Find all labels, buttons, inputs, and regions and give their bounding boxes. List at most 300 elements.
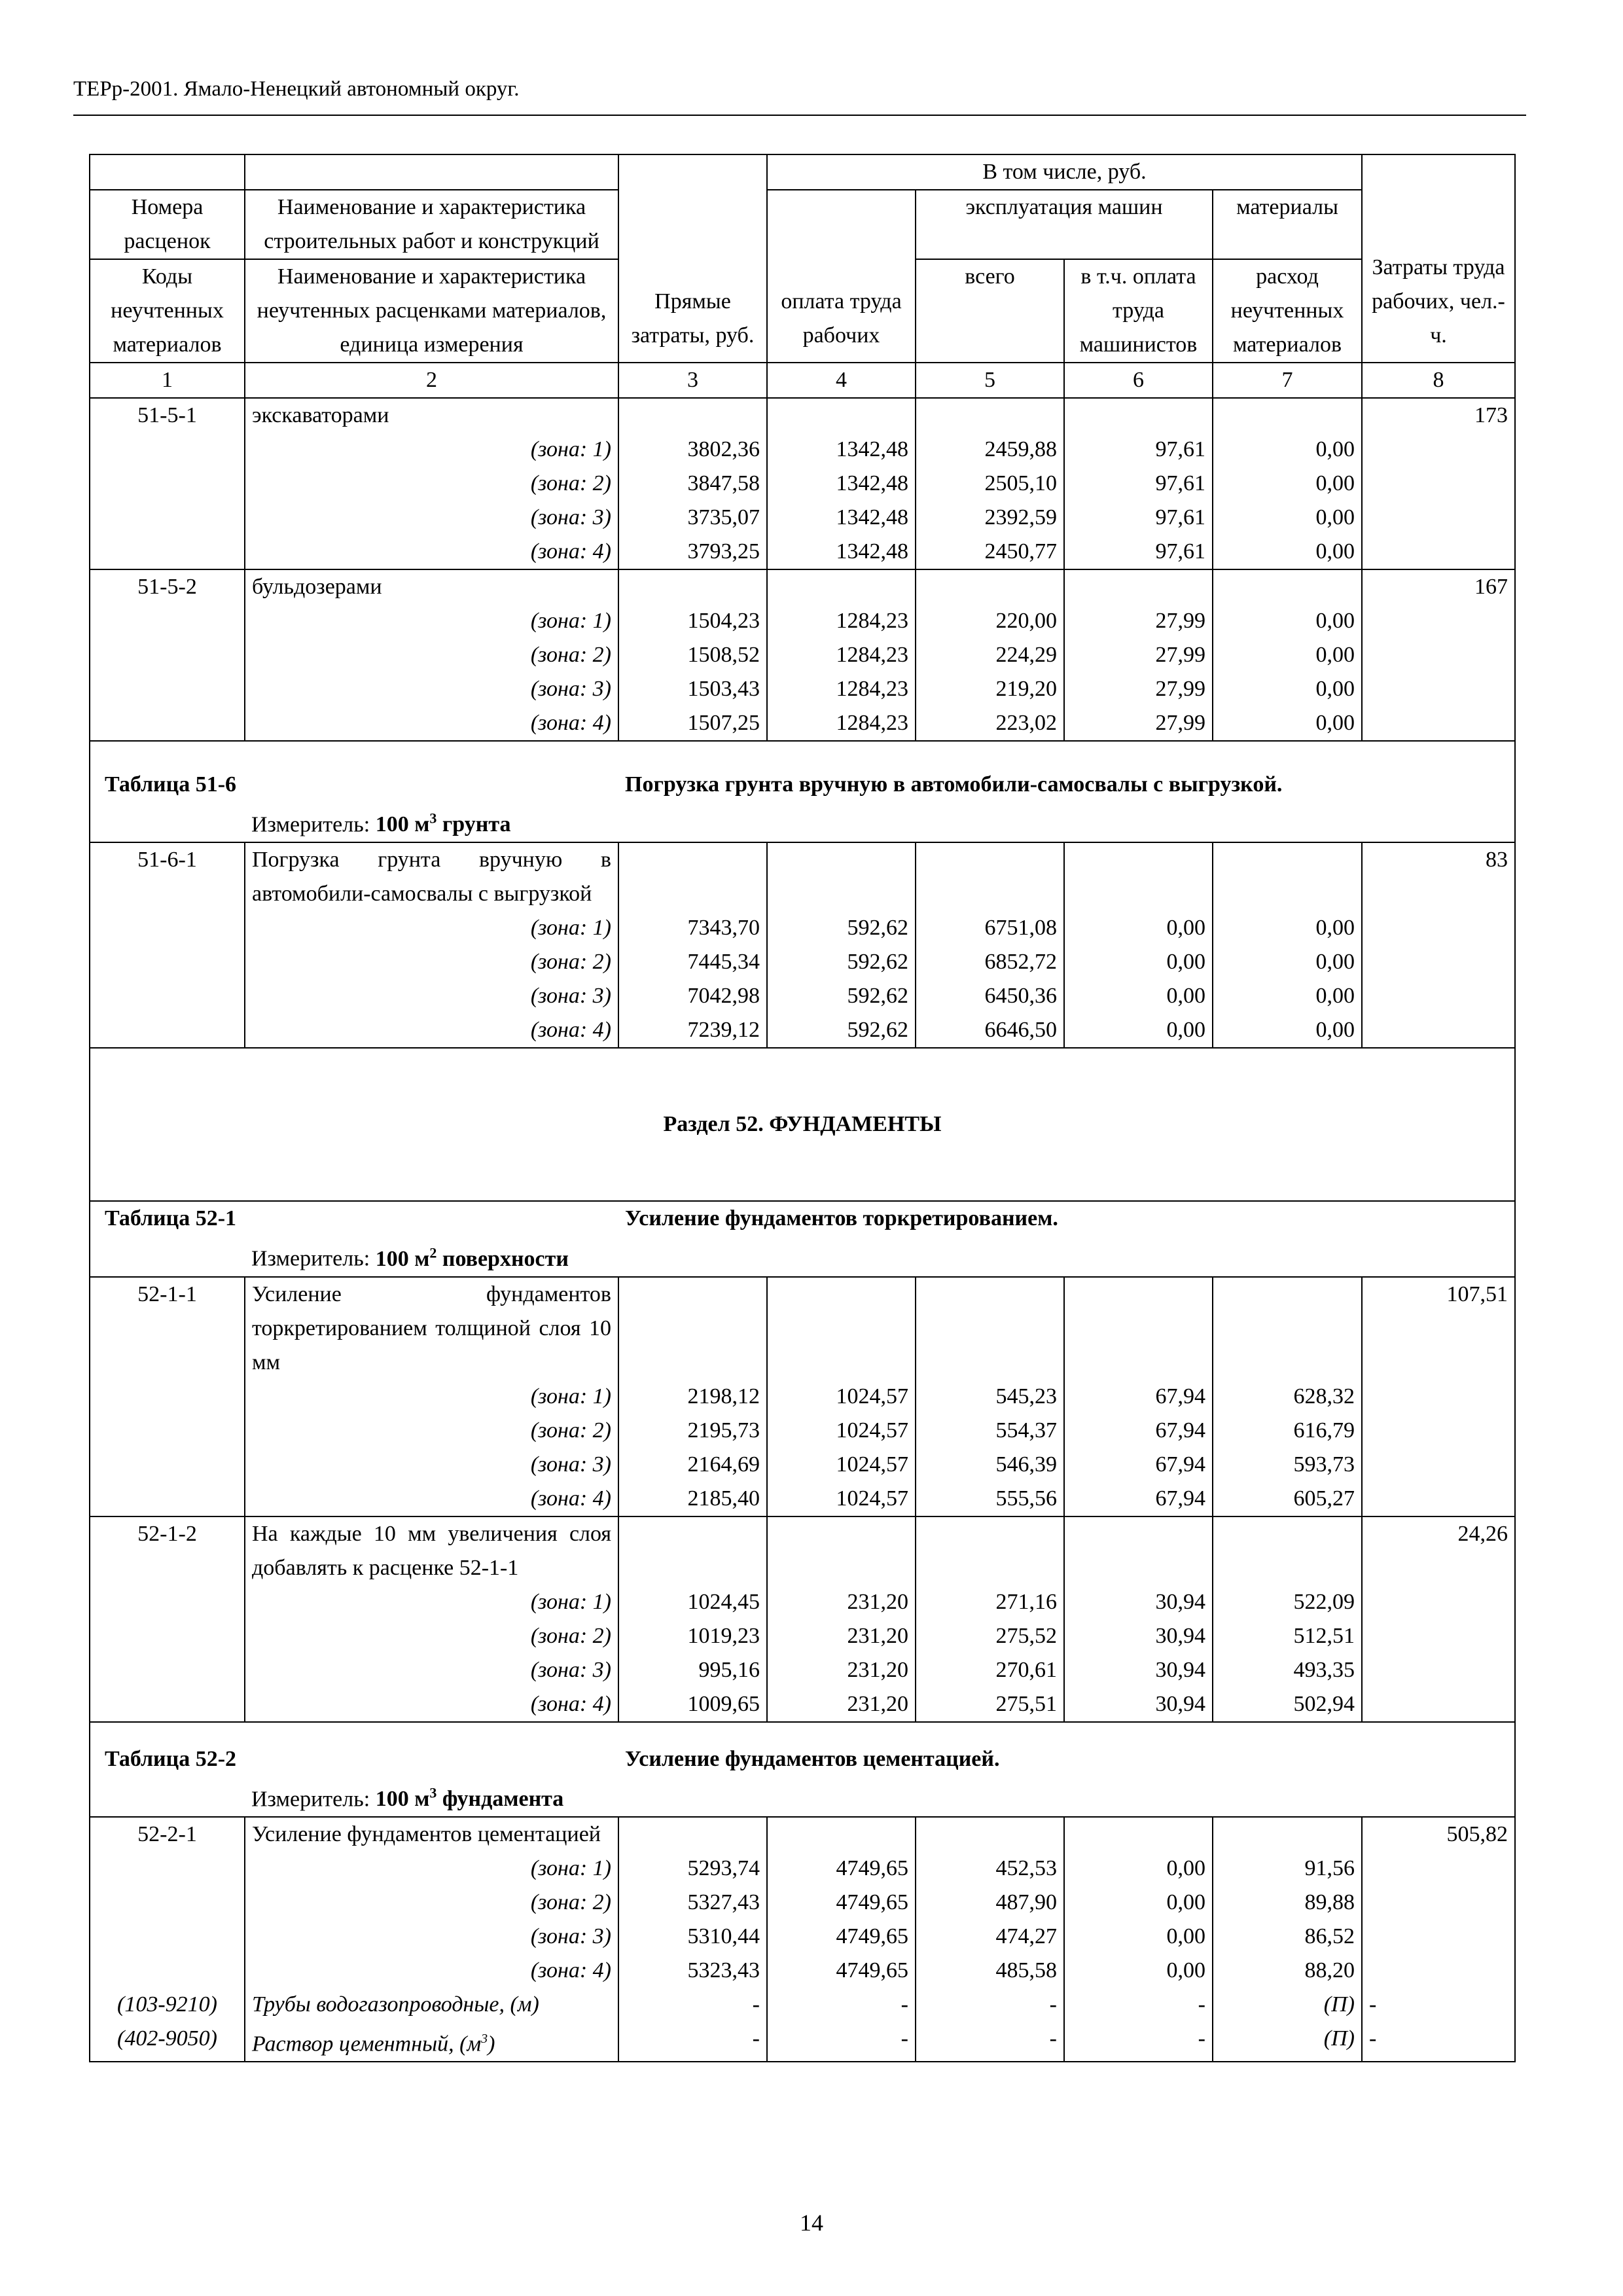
empty-cell (90, 1585, 245, 1619)
zone-value: 4749,65 (767, 1852, 916, 1886)
column-number: 5 (916, 363, 1064, 398)
labor-value: 167 (1362, 569, 1515, 604)
table-title-row (90, 741, 1515, 802)
zone-value: 2450,77 (916, 535, 1064, 569)
rates-table (89, 154, 1516, 2062)
zone-value: 275,51 (916, 1687, 1064, 1722)
zone-row (90, 1013, 1515, 1048)
empty-cell (90, 535, 245, 569)
zone-value: 592,62 (767, 979, 916, 1013)
zone-value: 1024,57 (767, 1380, 916, 1414)
material-value: (П) (1213, 1988, 1362, 2022)
empty-cell (90, 467, 245, 501)
labor-value: 24,26 (1362, 1516, 1515, 1585)
column-number: 1 (90, 363, 245, 398)
zone-row (90, 501, 1515, 535)
table-title-row (90, 1201, 1515, 1236)
zone-value: 593,73 (1213, 1448, 1362, 1482)
work-name: На каждые 10 мм увеличения слоя добавлять к расценке 52-1-1 (245, 1516, 618, 1585)
empty-cell (90, 501, 245, 535)
zone-value: 1024,57 (767, 1414, 916, 1448)
empty-cell (90, 1653, 245, 1687)
zone-value: 30,94 (1064, 1653, 1213, 1687)
zone-value: 224,29 (916, 638, 1064, 672)
zone-value: 628,32 (1213, 1380, 1362, 1414)
zone-value: 231,20 (767, 1619, 916, 1653)
zone-value: 4749,65 (767, 1886, 916, 1920)
material-value: - (767, 2022, 916, 2062)
empty-cell (1362, 1414, 1515, 1448)
zone-value: 485,58 (916, 1954, 1064, 1988)
zone-label: (зона: 4) (245, 706, 618, 741)
zone-value: 592,62 (767, 911, 916, 945)
zone-value: 88,20 (1213, 1954, 1362, 1988)
zone-value: 91,56 (1213, 1852, 1362, 1886)
rate-code: 52-1-2 (90, 1516, 245, 1585)
zone-label: (зона: 3) (245, 1920, 618, 1954)
header-materials-name: Наименование и характеристика неучтенных расценками материалов, единица измерения (245, 259, 618, 363)
measure-subject: грунта (437, 812, 511, 837)
work-name: экскаваторами (245, 398, 618, 433)
zone-value: 0,00 (1213, 535, 1362, 569)
empty-cell (618, 1817, 767, 1852)
empty-cell (90, 1414, 245, 1448)
zone-label: (зона: 4) (245, 1687, 618, 1722)
zone-value: 5310,44 (618, 1920, 767, 1954)
zone-value: 0,00 (1213, 1013, 1362, 1048)
material-name-text: Раствор цементный, (м (252, 2032, 482, 2056)
zone-value: 0,00 (1064, 1886, 1213, 1920)
table-label: Таблица 52-1 (90, 1201, 618, 1236)
measure-unit-power: 2 (429, 1244, 437, 1261)
empty-cell (916, 842, 1064, 911)
labor-value: 107,51 (1362, 1277, 1515, 1380)
zone-value: 97,61 (1064, 535, 1213, 569)
zone-value: 1284,23 (767, 638, 916, 672)
column-number: 8 (1362, 363, 1515, 398)
empty-cell (90, 604, 245, 638)
empty-cell (618, 842, 767, 911)
zone-value: 474,27 (916, 1920, 1064, 1954)
zone-row (90, 604, 1515, 638)
zone-value: 2459,88 (916, 433, 1064, 467)
zone-row (90, 1619, 1515, 1653)
zone-row (90, 911, 1515, 945)
header-works-name: Наименование и характеристика строительных работ и конструкций (245, 190, 618, 259)
zone-value: 995,16 (618, 1653, 767, 1687)
work-item-row (90, 842, 1515, 911)
empty-cell (90, 802, 245, 842)
zone-row (90, 672, 1515, 706)
zone-value: 616,79 (1213, 1414, 1362, 1448)
zone-value: 3735,07 (618, 501, 767, 535)
work-name: Погрузка грунта вручную в автомобили-самосвалы с выгрузкой (245, 842, 618, 911)
zone-value: 3847,58 (618, 467, 767, 501)
material-value: - (1064, 2022, 1213, 2062)
material-value: - (618, 1988, 767, 2022)
zone-value: 2185,40 (618, 1482, 767, 1516)
empty-cell (916, 1817, 1064, 1852)
measure-unit-power: 3 (429, 810, 437, 827)
zone-value: 512,51 (1213, 1619, 1362, 1653)
zone-row (90, 1585, 1515, 1619)
header-rate-numbers: Номера расценок (90, 190, 245, 259)
rate-code: 52-2-1 (90, 1817, 245, 1852)
material-name-text: Трубы водогазопроводные, (м) (252, 1992, 539, 2017)
zone-value: 67,94 (1064, 1448, 1213, 1482)
empty-cell (1362, 1886, 1515, 1920)
zone-label: (зона: 1) (245, 1585, 618, 1619)
zone-value: 1284,23 (767, 604, 916, 638)
zone-value: 1342,48 (767, 433, 916, 467)
zone-value: 4749,65 (767, 1954, 916, 1988)
empty-cell (90, 1236, 245, 1276)
header-machines-total: всего (916, 259, 1064, 363)
empty-cell (90, 1886, 245, 1920)
empty-cell (90, 638, 245, 672)
zone-row (90, 1380, 1515, 1414)
zone-value: 30,94 (1064, 1687, 1213, 1722)
work-name: бульдозерами (245, 569, 618, 604)
column-numbers-row (90, 363, 1515, 398)
empty-cell (916, 1516, 1064, 1585)
empty-cell (1362, 535, 1515, 569)
page-number: 14 (800, 2210, 823, 2236)
zone-value: 271,16 (916, 1585, 1064, 1619)
zone-label: (зона: 2) (245, 1619, 618, 1653)
empty-cell (618, 398, 767, 433)
empty-cell (618, 569, 767, 604)
empty-cell (90, 1852, 245, 1886)
labor-value: 505,82 (1362, 1817, 1515, 1852)
zone-value: 2195,73 (618, 1414, 767, 1448)
measure-unit-value: 100 м (375, 812, 430, 837)
zone-value: 223,02 (916, 706, 1064, 741)
zone-label: (зона: 3) (245, 501, 618, 535)
zone-label: (зона: 1) (245, 604, 618, 638)
empty-cell (1362, 1954, 1515, 1988)
zone-value: 97,61 (1064, 501, 1213, 535)
zone-value: 220,00 (916, 604, 1064, 638)
work-item-row (90, 1817, 1515, 1852)
zone-value: 1503,43 (618, 672, 767, 706)
zone-row (90, 1920, 1515, 1954)
table-label: Таблица 51-6 (90, 741, 618, 802)
zone-value: 1009,65 (618, 1687, 767, 1722)
rate-code: 51-6-1 (90, 842, 245, 911)
zone-value: 7343,70 (618, 911, 767, 945)
empty-cell (618, 1516, 767, 1585)
empty-cell (1362, 945, 1515, 979)
empty-cell (1213, 1817, 1362, 1852)
zone-value: 97,61 (1064, 433, 1213, 467)
empty-cell (767, 398, 916, 433)
zone-value: 231,20 (767, 1585, 916, 1619)
empty-cell (90, 1619, 245, 1653)
zone-value: 1342,48 (767, 535, 916, 569)
header-blank (90, 154, 245, 190)
zone-value: 1019,23 (618, 1619, 767, 1653)
empty-cell (618, 1277, 767, 1380)
zone-value: 0,00 (1064, 1954, 1213, 1988)
zone-value: 30,94 (1064, 1619, 1213, 1653)
zone-value: 6450,36 (916, 979, 1064, 1013)
zone-value: 502,94 (1213, 1687, 1362, 1722)
empty-cell (1362, 1619, 1515, 1653)
zone-value: 219,20 (916, 672, 1064, 706)
zone-label: (зона: 4) (245, 1482, 618, 1516)
work-item-row (90, 1516, 1515, 1585)
zone-value: 0,00 (1213, 501, 1362, 535)
material-value: - (916, 2022, 1064, 2062)
empty-cell (767, 1516, 916, 1585)
zone-value: 0,00 (1213, 706, 1362, 741)
measure-unit-value: 100 м (375, 1246, 430, 1271)
empty-cell (90, 1448, 245, 1482)
zone-value: 546,39 (916, 1448, 1064, 1482)
material-name (245, 2022, 618, 2062)
empty-cell (90, 1013, 245, 1048)
measure-prefix: Измеритель: (251, 812, 376, 837)
empty-cell (1362, 1653, 1515, 1687)
zone-value: 5323,43 (618, 1954, 767, 1988)
empty-cell (1213, 569, 1362, 604)
material-labor: - (1362, 1988, 1515, 2022)
empty-cell (1064, 842, 1213, 911)
zone-label: (зона: 3) (245, 979, 618, 1013)
empty-cell (90, 1776, 245, 1817)
empty-cell (1362, 1920, 1515, 1954)
zone-label: (зона: 4) (245, 1954, 618, 1988)
measure-row (90, 1776, 1515, 1817)
zone-value: 452,53 (916, 1852, 1064, 1886)
zone-value: 1024,57 (767, 1448, 916, 1482)
empty-cell (767, 569, 916, 604)
empty-cell (1362, 604, 1515, 638)
zone-value: 487,90 (916, 1886, 1064, 1920)
zone-value: 0,00 (1213, 604, 1362, 638)
labor-value: 173 (1362, 398, 1515, 433)
zone-value: 27,99 (1064, 706, 1213, 741)
table-header-row (90, 190, 1515, 259)
measure-subject: фундамента (437, 1786, 564, 1811)
zone-label: (зона: 2) (245, 945, 618, 979)
table-title: Погрузка грунта вручную в автомобили-самосвалы с выгрузкой. (618, 741, 1515, 802)
zone-value: 0,00 (1213, 467, 1362, 501)
measure-prefix: Измеритель: (251, 1246, 376, 1271)
zone-value: 554,37 (916, 1414, 1064, 1448)
zone-row (90, 1852, 1515, 1886)
zone-row (90, 1482, 1515, 1516)
table-title: Усиление фундаментов торкретированием. (618, 1201, 1515, 1236)
zone-value: 0,00 (1064, 979, 1213, 1013)
zone-label: (зона: 3) (245, 672, 618, 706)
rate-code: 52-1-1 (90, 1277, 245, 1380)
empty-cell (1362, 433, 1515, 467)
zone-row (90, 979, 1515, 1013)
zone-value: 0,00 (1064, 1920, 1213, 1954)
zone-value: 67,94 (1064, 1482, 1213, 1516)
material-value: - (767, 1988, 916, 2022)
zone-value: 5327,43 (618, 1886, 767, 1920)
header-blank (245, 154, 618, 190)
zone-value: 555,56 (916, 1482, 1064, 1516)
measure-row (90, 1236, 1515, 1276)
header-materials: материалы (1213, 190, 1362, 259)
empty-cell (90, 433, 245, 467)
zone-value: 0,00 (1213, 979, 1362, 1013)
material-row (90, 1988, 1515, 2022)
empty-cell (1362, 1585, 1515, 1619)
section-row (90, 1048, 1515, 1201)
measure-prefix: Измеритель: (251, 1786, 376, 1811)
zone-row (90, 945, 1515, 979)
empty-cell (1362, 706, 1515, 741)
rate-code: 51-5-1 (90, 398, 245, 433)
zone-value: 6646,50 (916, 1013, 1064, 1048)
work-item-row (90, 398, 1515, 433)
zone-row (90, 706, 1515, 741)
zone-row (90, 535, 1515, 569)
empty-cell (1362, 501, 1515, 535)
header-direct-costs: Прямые затраты, руб. (618, 154, 767, 363)
header-machines: эксплуатация машин (916, 190, 1213, 259)
zone-value: 6852,72 (916, 945, 1064, 979)
empty-cell (90, 1482, 245, 1516)
zone-label: (зона: 1) (245, 1380, 618, 1414)
empty-cell (1362, 467, 1515, 501)
empty-cell (1213, 398, 1362, 433)
zone-value: 7042,98 (618, 979, 767, 1013)
zone-label: (зона: 1) (245, 1852, 618, 1886)
empty-cell (1064, 1516, 1213, 1585)
measure-unit (245, 1776, 1515, 1817)
empty-cell (1213, 1516, 1362, 1585)
zone-row (90, 433, 1515, 467)
zone-value: 1342,48 (767, 467, 916, 501)
zone-value: 1284,23 (767, 672, 916, 706)
empty-cell (90, 1687, 245, 1722)
material-name-end: ) (488, 2032, 495, 2056)
work-item-row (90, 1277, 1515, 1380)
column-number: 3 (618, 363, 767, 398)
zone-value: 27,99 (1064, 638, 1213, 672)
zone-label: (зона: 4) (245, 1013, 618, 1048)
zone-value: 0,00 (1213, 945, 1362, 979)
zone-value: 2392,59 (916, 501, 1064, 535)
zone-row (90, 467, 1515, 501)
zone-value: 30,94 (1064, 1585, 1213, 1619)
empty-cell (1362, 1852, 1515, 1886)
material-unit-power: 3 (481, 2031, 488, 2046)
material-row (90, 2022, 1515, 2062)
labor-value: 83 (1362, 842, 1515, 911)
material-name (245, 1988, 618, 2022)
zone-value: 0,00 (1064, 1013, 1213, 1048)
header-worker-pay: оплата труда рабочих (767, 190, 916, 363)
empty-cell (1064, 1277, 1213, 1380)
header-material-usage: расход неучтенных материалов (1213, 259, 1362, 363)
material-code: (103-9210) (90, 1988, 245, 2022)
zone-value: 0,00 (1064, 1852, 1213, 1886)
zone-label: (зона: 2) (245, 1886, 618, 1920)
work-item-row (90, 569, 1515, 604)
measure-unit-value: 100 м (375, 1786, 430, 1811)
zone-row (90, 1954, 1515, 1988)
empty-cell (90, 706, 245, 741)
column-number: 4 (767, 363, 916, 398)
zone-label: (зона: 4) (245, 535, 618, 569)
zone-value: 592,62 (767, 945, 916, 979)
zone-row (90, 638, 1515, 672)
zone-value: 0,00 (1213, 672, 1362, 706)
rate-code: 51-5-2 (90, 569, 245, 604)
measure-unit (245, 802, 1515, 842)
zone-value: 231,20 (767, 1687, 916, 1722)
zone-label: (зона: 1) (245, 911, 618, 945)
empty-cell (90, 979, 245, 1013)
empty-cell (1362, 1380, 1515, 1414)
table-header-row (90, 154, 1515, 190)
table-title: Усиление фундаментов цементацией. (618, 1722, 1515, 1776)
column-number: 6 (1064, 363, 1213, 398)
measure-unit-power: 3 (429, 1784, 437, 1801)
zone-value: 2164,69 (618, 1448, 767, 1482)
zone-row (90, 1653, 1515, 1687)
work-name: Усиление фундаментов цементацией (245, 1817, 618, 1852)
table-label: Таблица 52-2 (90, 1722, 618, 1776)
empty-cell (1213, 842, 1362, 911)
zone-value: 2198,12 (618, 1380, 767, 1414)
zone-value: 27,99 (1064, 604, 1213, 638)
material-value: - (618, 2022, 767, 2062)
zone-value: 6751,08 (916, 911, 1064, 945)
empty-cell (916, 1277, 1064, 1380)
zone-value: 605,27 (1213, 1482, 1362, 1516)
zone-label: (зона: 2) (245, 638, 618, 672)
zone-value: 522,09 (1213, 1585, 1362, 1619)
empty-cell (1362, 911, 1515, 945)
empty-cell (767, 1817, 916, 1852)
material-value: (П) (1213, 2022, 1362, 2062)
zone-value: 89,88 (1213, 1886, 1362, 1920)
zone-value: 27,99 (1064, 672, 1213, 706)
zone-value: 1024,57 (767, 1482, 916, 1516)
header-material-codes: Коды неучтенных материалов (90, 259, 245, 363)
empty-cell (1362, 1448, 1515, 1482)
zone-value: 3802,36 (618, 433, 767, 467)
zone-value: 0,00 (1213, 433, 1362, 467)
empty-cell (1362, 979, 1515, 1013)
zone-value: 0,00 (1213, 911, 1362, 945)
zone-value: 2505,10 (916, 467, 1064, 501)
zone-value: 3793,25 (618, 535, 767, 569)
work-name: Усиление фундаментов торкретированием толщиной слоя 10 мм (245, 1277, 618, 1380)
column-number: 7 (1213, 363, 1362, 398)
empty-cell (916, 569, 1064, 604)
zone-value: 97,61 (1064, 467, 1213, 501)
zone-value: 7445,34 (618, 945, 767, 979)
zone-value: 1284,23 (767, 706, 916, 741)
zone-label: (зона: 2) (245, 1414, 618, 1448)
zone-row (90, 1414, 1515, 1448)
empty-cell (90, 911, 245, 945)
zone-value: 1504,23 (618, 604, 767, 638)
table-title-row (90, 1722, 1515, 1776)
header-labor: Затраты труда рабочих, чел.-ч. (1362, 154, 1515, 363)
column-number: 2 (245, 363, 618, 398)
empty-cell (1064, 1817, 1213, 1852)
